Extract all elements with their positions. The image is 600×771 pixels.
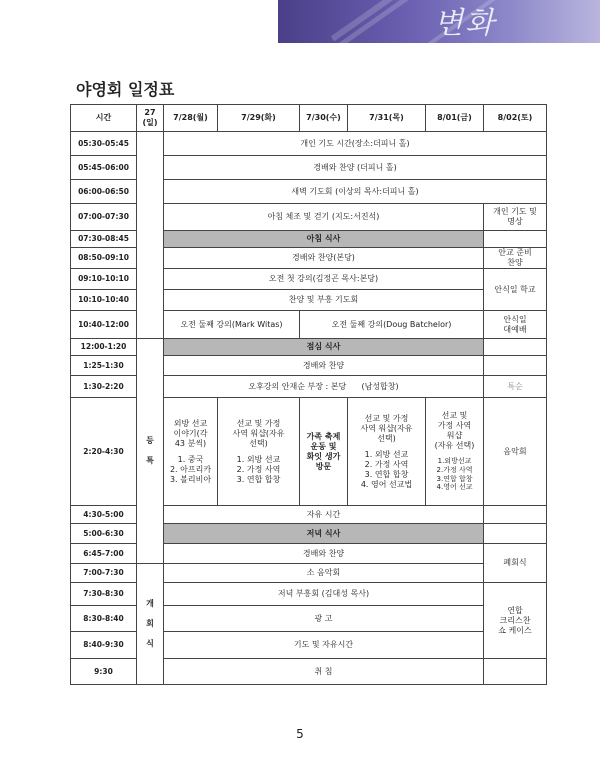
event-cell: 오전 둘째 강의(Doug Batchelor) — [300, 311, 484, 339]
opening-side-label: 개 회 식 — [137, 564, 164, 685]
track-title: 선교 및 가정 사역 워샵(자유 선택) — [360, 413, 413, 443]
event-cell: 경배와 찬양 — [164, 544, 484, 564]
time-cell: 09:10-10:10 — [71, 269, 137, 290]
banner-logo-text: 변화 — [434, 6, 496, 41]
track-item: 2.가정 사역 — [436, 465, 473, 474]
track-item: 2. 가정 사역 — [364, 459, 409, 469]
event-cell: 음악회 — [484, 398, 547, 506]
time-cell: 4:30-5:00 — [71, 506, 137, 524]
header-day-30: 7/30(수) — [300, 105, 348, 132]
track-title: 선교 및 가정 사역 워샵 (자유 선택) — [434, 411, 475, 450]
event-cell: 특순 — [484, 376, 547, 398]
time-cell: 8:30-8:40 — [71, 606, 137, 632]
event-cell: 아침 체조 및 걷기 (지도:서진석) — [164, 204, 484, 231]
empty-cell — [484, 231, 547, 248]
time-cell: 9:30 — [71, 659, 137, 685]
event-cell: 오전 둘째 강의(Mark Witas) — [164, 311, 300, 339]
family2-track-cell — [348, 398, 426, 506]
event-cell: 개인 기도 시간(장소:더피니 홀) — [164, 132, 547, 156]
event-cell: 찬양 및 부흥 기도회 — [164, 290, 484, 311]
track-item: 1. 외방 선교 — [364, 449, 409, 459]
track-item: 3.연합 합창 — [436, 474, 473, 483]
meal-cell: 점심 식사 — [164, 339, 484, 356]
day27-empty-cell — [137, 132, 164, 339]
time-cell: 1:25-1:30 — [71, 356, 137, 376]
track-item: 1. 외방 선교 — [236, 454, 281, 464]
table-row — [71, 132, 547, 156]
family3-track-cell — [426, 398, 484, 506]
track-title: 선교 및 가정 사역 워샵(자유 선택) — [232, 418, 285, 448]
event-cell: 저녁 부흥회 (김대성 목사) — [164, 583, 484, 606]
header-day-01: 8/01(금) — [426, 105, 484, 132]
time-cell: 5:00-6:30 — [71, 524, 137, 544]
empty-cell — [484, 356, 547, 376]
event-cell: 자유 시간 — [164, 506, 484, 524]
event-cell: 경배와 찬양 (더피니 홀) — [164, 156, 547, 180]
time-cell: 1:30-2:20 — [71, 376, 137, 398]
event-cell: 개인 기도 및 명상 — [484, 204, 547, 231]
missions-track-cell — [164, 398, 218, 506]
event-cell: 연합 크리스찬 쇼 케이스 — [484, 583, 547, 659]
page-number: 5 — [296, 727, 304, 741]
header-day-02: 8/02(토) — [484, 105, 547, 132]
event-cell: 폐회식 — [484, 544, 547, 583]
track-item: 1.외방선교 — [437, 457, 472, 465]
event-cell: 기도 및 자유시간 — [164, 632, 484, 659]
event-cell: 오전 첫 강의(김정곤 목사:본당) — [164, 269, 484, 290]
track-item: 3. 연합 합창 — [236, 474, 281, 484]
time-cell: 2:20-4:30 — [71, 398, 137, 506]
page-title: 야영회 일정표 — [76, 80, 175, 99]
meal-cell: 저녁 식사 — [164, 524, 484, 544]
track-item: 3. 연합 합창 — [364, 469, 409, 479]
track-item: 3. 볼리비아 — [169, 474, 212, 484]
track-item: 2. 가정 사역 — [236, 464, 281, 474]
time-cell: 7:30-8:30 — [71, 583, 137, 606]
time-cell: 05:45-06:00 — [71, 156, 137, 180]
track-item: 4. 영어 선교법 — [360, 479, 413, 489]
family-track-cell — [218, 398, 300, 506]
header-time: 시간 — [71, 105, 137, 132]
empty-cell — [484, 524, 547, 544]
table-row — [71, 564, 547, 583]
event-cell: 경배와 찬양 — [164, 356, 484, 376]
event-cell: 안식일 대예배 — [484, 311, 547, 339]
track-item: 1. 중국 — [177, 454, 204, 464]
event-cell: 취 침 — [164, 659, 484, 685]
header-day-27: 27 (일) — [137, 105, 164, 132]
time-cell: 10:40-12:00 — [71, 311, 137, 339]
event-cell: 오후강의 안재순 부장 : 본당 (남성합창) — [164, 376, 484, 398]
empty-cell — [484, 339, 547, 356]
festival-track-cell: 가족 축제 운동 및 화잇 생가 방문 — [300, 398, 348, 506]
schedule-table — [70, 104, 547, 685]
event-cell: 안식일 학교 — [484, 269, 547, 311]
header-day-29: 7/29(화) — [218, 105, 300, 132]
time-cell: 08:50-09:10 — [71, 248, 137, 269]
track-item: 4.영어 선교 — [436, 483, 473, 492]
time-cell: 12:00-1:20 — [71, 339, 137, 356]
time-cell: 6:45-7:00 — [71, 544, 137, 564]
table-row — [71, 339, 547, 356]
time-cell: 7:00-7:30 — [71, 564, 137, 583]
event-cell: 새벽 기도회 (이상의 목사:더피니 홀) — [164, 180, 547, 204]
track-title: 외방 선교 이야기(각 43 분씩) — [173, 418, 208, 448]
header-day-28: 7/28(월) — [164, 105, 218, 132]
event-cell: 소 음악회 — [164, 564, 484, 583]
time-cell: 8:40-9:30 — [71, 632, 137, 659]
time-cell: 05:30-05:45 — [71, 132, 137, 156]
event-cell: 광 고 — [164, 606, 484, 632]
header-day-31: 7/31(목) — [348, 105, 426, 132]
track-item: 2. 아프리카 — [169, 464, 212, 474]
empty-cell — [484, 506, 547, 524]
time-cell: 10:10-10:40 — [71, 290, 137, 311]
event-cell: 안교 준비 찬양 — [484, 248, 547, 269]
event-cell: 경배와 찬양(본당) — [164, 248, 484, 269]
table-header-row — [71, 105, 547, 132]
meal-cell: 아침 식사 — [164, 231, 484, 248]
empty-cell — [484, 659, 547, 685]
time-cell: 06:00-06:50 — [71, 180, 137, 204]
time-cell: 07:00-07:30 — [71, 204, 137, 231]
special-side-label: 등 특 — [137, 339, 164, 564]
header-banner — [278, 0, 600, 43]
time-cell: 07:30-08:45 — [71, 231, 137, 248]
